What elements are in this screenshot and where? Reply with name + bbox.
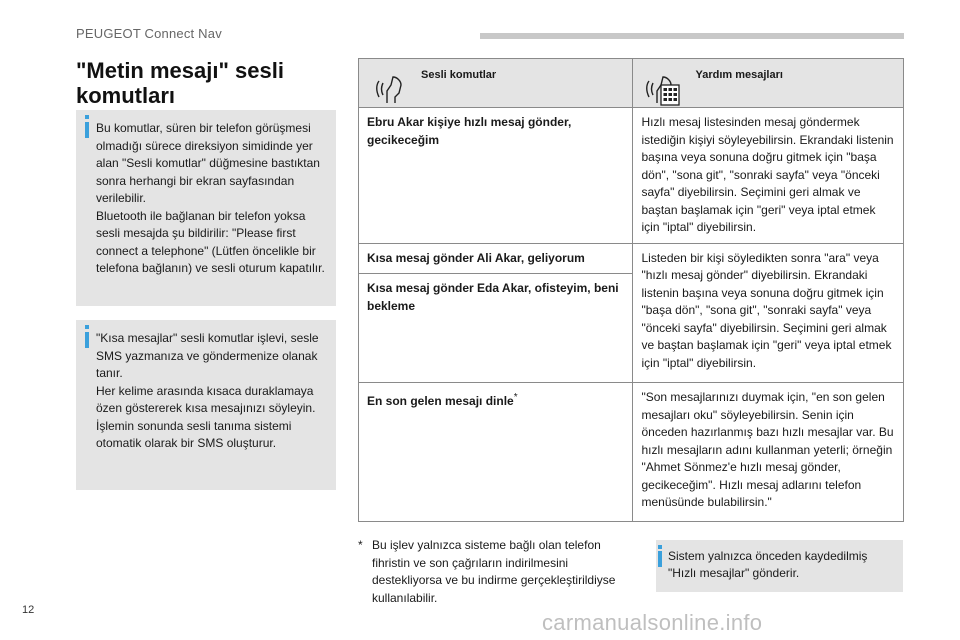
- info-icon-bar: [85, 332, 89, 348]
- footnote: [358, 537, 618, 607]
- command-cell: [359, 383, 633, 522]
- table-row: [359, 243, 904, 274]
- header-help-messages: [633, 59, 904, 108]
- info-icon: [85, 325, 89, 329]
- table-header-row: [359, 59, 904, 108]
- footnote-mark: *: [358, 538, 363, 552]
- info-box-2: [76, 320, 336, 490]
- help-cell: Listeden bir kişi söyledikten sonra "ara" veya "hızlı mesaj gönder" diyebilirsin. Ekrandaki listenin başına veya sonuna doğru gitmek için "başa dön", "sona git", "sonraki sayfa" veya "önceki sayfa" diyebilirsin. Seçimini geri almak ve baştan başlamak için "geri" veya iptal etmek için "iptal" diyebilirsin.: [633, 243, 904, 383]
- help-cell: Hızlı mesaj listesinden mesaj göndermek istediğin kişiyi söyleyebilirsin. Ekrandaki listenin başına veya sonuna doğru gitmek için "başa dön", "sona git", "sonraki sayfa" veya "önceki sayfa" diyebilirsin. Seçimini geri almak ve baştan başlamak için "geri" veya iptal etmek için "iptal" diyebilirsin.: [633, 108, 904, 244]
- header-title: PEUGEOT Connect Nav: [76, 26, 222, 41]
- info-icon-bar: [658, 551, 662, 567]
- page-number: 12: [22, 604, 35, 616]
- command-cell: Kısa mesaj gönder Eda Akar, ofisteyim, beni bekleme: [359, 274, 633, 383]
- info-icon-bar: [85, 122, 89, 138]
- header-voice-commands: [359, 59, 633, 108]
- table-row: [359, 108, 904, 244]
- help-cell: "Son mesajlarınızı duymak için, "en son gelen mesajları oku" söyleyebilirsin. Senin için önceden hazırlanmış bazı hızlı mesajlar var. Bu hızlı mesajların adını kullanman yeterli; örneğin "Ahmet Sönmez'e hızlı mesaj gönder, gecikeceğim". Hızlı mesaj adlarını telefon menüsünde bulabilirsin.": [633, 383, 904, 522]
- info-box-text: Sistem yalnızca önceden kaydedilmiş "Hızlı mesajlar" gönderir.: [668, 549, 868, 580]
- voice-commands-table: [358, 58, 904, 522]
- command-cell: Ebru Akar kişiye hızlı mesaj gönder, gecikeceğim: [359, 108, 633, 244]
- command-cell: Kısa mesaj gönder Ali Akar, geliyorum: [359, 243, 633, 274]
- command-text: En son gelen mesajı dinle: [367, 394, 514, 408]
- header-label: Yardım mesajları: [695, 69, 783, 81]
- footnote-text: Bu işlev yalnızca sisteme bağlı olan telefon fihristin ve son çağrıların indirilmesini destekliyorsa ve bu indirme gerçekleştirildiyse kullanılabilir.: [372, 538, 616, 605]
- voice-keypad-icon: [645, 71, 681, 107]
- info-box-3: [656, 540, 903, 592]
- info-box-text: Bu komutlar, süren bir telefon görüşmesi olmadığı sürece direksiyon simidinde yer alan "Sesli komutlar" düğmesine bastıktan sonra herhangi bir ekran sayfasından verilebilir. Bluetooth ile bağlanan bir telefon yoksa sesli mesajda şu bildirilir: "Please first connect a telephone" (Lütfen öncelikle bir telefona bağlanın) ve sesli oturum kapatılır.: [96, 121, 325, 275]
- info-icon: [658, 545, 662, 549]
- footnote-marker: *: [513, 392, 518, 403]
- voice-command-icon: [371, 71, 407, 107]
- table-row: [359, 383, 904, 522]
- info-box-text: "Kısa mesajlar" sesli komutlar işlevi, sesle SMS yazmanıza ve göndermenize olanak tanır. Her kelime arasında kısaca duraklamaya özen göstererek kısa mesajınızı söyleyin. İşlemin sonunda sesli tanıma sistemi otomatik olarak bir SMS oluşturur.: [96, 331, 319, 450]
- header-label: Sesli komutlar: [421, 69, 497, 81]
- info-box-1: [76, 110, 336, 306]
- section-title: "Metin mesajı" sesli komutları: [76, 58, 284, 108]
- header-bar: [480, 33, 904, 39]
- info-icon: [85, 115, 89, 119]
- watermark: carmanualsonline.info: [542, 610, 763, 635]
